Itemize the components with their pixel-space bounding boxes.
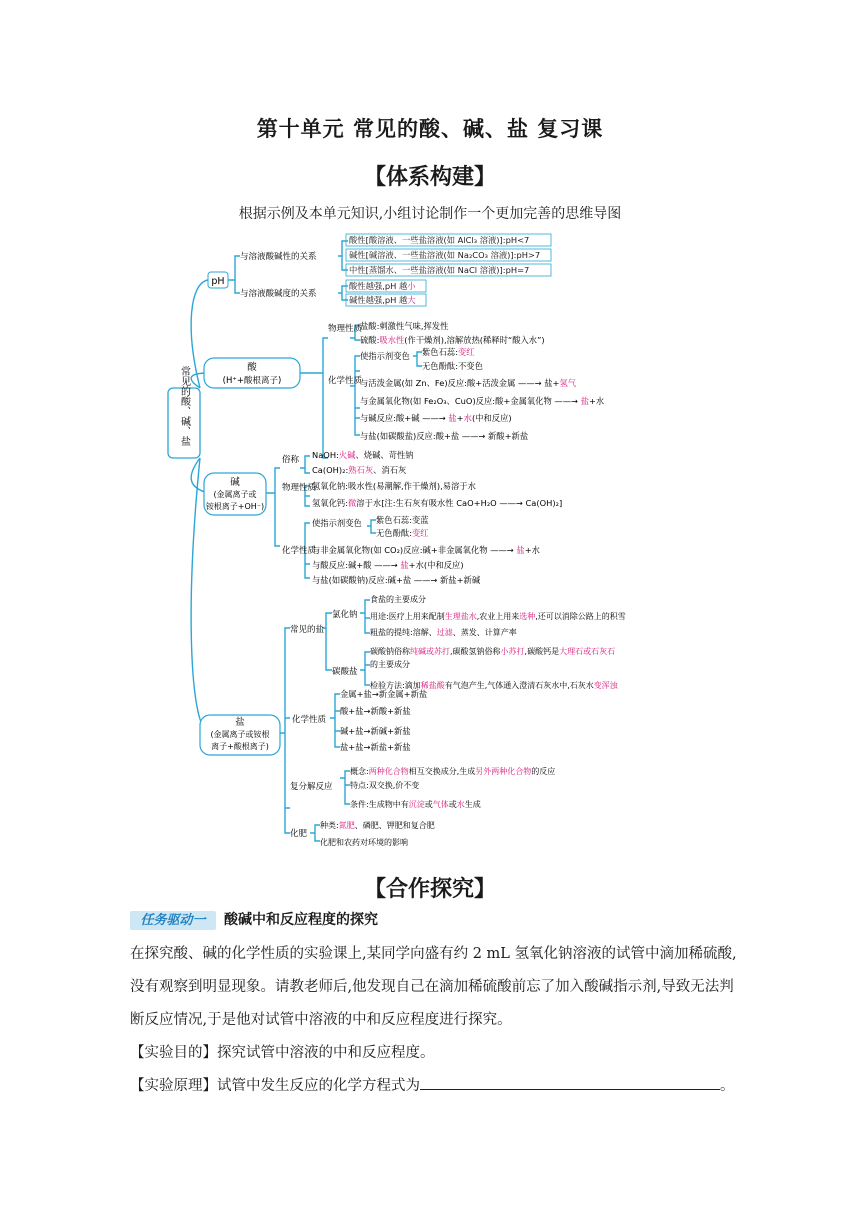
equation-blank[interactable] [420,1075,720,1090]
acid-answer-salt: 盐 [580,396,589,406]
intro-text: 根据示例及本单元知识,小组讨论制作一个更加完善的思维导图 [238,206,622,222]
base-phys-caoh-rest: 溶于水[注:生石灰有吸水性 CaO+H₂O ——→ Ca(OH)₂] [356,498,563,508]
salt-nacl-label: 氯化钠 [332,610,358,620]
salt-answer-hcl: 稀盐酸 [420,681,445,690]
svg-text:条件:生成物中有沉淀或气体或水生成 [350,799,481,809]
svg-text:碳酸钠俗称纯碱或苏打,碳酸氢钠俗称小苏打,碳酸钙是大理石或石 [370,646,615,656]
purpose-text: 探究试管中溶液的中和反应程度。 [217,1045,435,1061]
svg-text:碱性越强,pH 越大 [349,295,416,305]
salt-caco-test: 检验方法:滴加 [370,681,421,690]
ph-branch-acidity: 与溶液酸碱性的关系 [240,252,317,262]
svg-text:用途:医疗上用来配制生理盐水,农业上用来选种,还可以消除公路 [370,611,626,621]
svg-text:紫色石蕊:变红 [422,347,475,357]
salt-nacl-use: 用途:医疗上用来配制 [370,612,445,621]
salt-answer-filter: 过滤 [436,628,453,637]
double-answer-water: 水 [456,800,465,809]
acid-oxide: 与金属氧化物(如 Fe₂O₃、CuO)反应:酸+金属氧化物 ——→ [360,396,581,406]
task-title: 酸碱中和反应程度的探究 [224,912,378,928]
ph-strong-acid: 酸性越强,pH 越 [349,281,408,291]
base-common-label: 俗称 [282,455,300,465]
base-answer-salt2: 盐 [400,560,409,570]
base-answer-slight: 微 [347,498,357,508]
svg-text:无色酚酞:变红 [376,528,429,538]
ph-answer-big: 大 [407,295,416,305]
salt-double-label: 复分解反应 [290,782,333,792]
base-salt: 与盐(如碳酸钠)反应:碱+盐 ——→ 新盐+新碱 [312,575,481,585]
acid-answer-salt2: 盐 [448,413,457,423]
acid-base: 与碱反应:酸+碱 ——→ [360,413,449,423]
node-acid-ions: (H⁺+酸根离子) [222,376,282,386]
base-litmus: 紫色石蕊:变蓝 [376,515,429,525]
acid-phys-hcl: 盐酸:刺激性气味,挥发性 [360,321,449,331]
salt-answer-cloudy: 变浑浊 [593,681,618,690]
salt-caco-mid: ,碳酸氢钠俗称 [450,647,501,656]
base-phys-naoh: 氢氧化钠:吸水性(易潮解,作干燥剂),易溶于水 [312,481,476,491]
svg-text:NaOH:火碱、烧碱、苛性钠 [312,450,414,460]
base-caoh-rest: 、消石灰 [373,465,407,475]
double-answer-gas: 气体 [432,800,449,809]
base-answer-lime: 熟石灰 [348,465,374,475]
salt-chem-item0: 金属+盐→新金属+新盐 [340,689,428,699]
base-naoh: NaOH: [312,450,339,460]
svg-text:与金属氧化物(如 Fe₂O₃、CuO)反应:酸+金属氧化物 [360,396,605,406]
salt-answer-saline: 生理盐水 [444,612,477,621]
double-concept: 概念: [350,767,369,776]
svg-text:硫酸:吸水性(作干燥剂),溶解放热(稀释时“酸入水”) [360,335,545,345]
salt-caco-names: 碳酸钠俗称 [370,647,410,656]
salt-nacl-item0: 食盐的主要成分 [370,595,426,604]
double-cond-rest: 生成 [464,800,481,809]
double-concept-mid: 相互交换成分,生成 [408,767,476,776]
acid-phys-h2so4: 硫酸: [360,335,380,345]
base-caoh: Ca(OH)₂: [312,465,349,475]
fert-types-rest: 、磷肥、钾肥和复合肥 [354,821,435,830]
svg-text:酸性越强,pH 越小 [349,281,416,291]
task-paragraph [130,938,740,1103]
double-feature: 特点:双交换,价不变 [350,781,420,790]
base-indicator-label: 使指示剂变色 [312,518,362,528]
acid-oxide-rest: +水 [588,396,605,406]
acid-base-plus: + [456,413,464,423]
double-or1: 或 [424,800,433,809]
acid-phys-h2so4-rest: (作干燥剂),溶解放热(稀释时“酸入水”) [404,335,545,345]
double-answer-ppt: 沉淀 [408,800,425,809]
node-salt: 盐 [235,717,245,728]
salt-nacl-use-mid: ,农业上用来 [476,612,520,621]
base-naoh-rest: 、烧碱、苛性钠 [355,450,414,460]
salt-chem-label: 化学性质 [292,715,327,725]
node-base: 碱 [230,477,240,488]
svg-text:与非金属氧化物(如 CO₂)反应:碱+非金属氧化物 ——→ [312,545,541,555]
salt-nacl-purify: 粗盐的提纯:溶解、 [370,628,437,637]
svg-text:概念:两种化合物相互交换成分,生成另外两种化合物的反应 [350,766,555,776]
node-ph: pH [211,276,225,287]
ph-strong-base: 碱性越强,pH 越 [349,295,408,305]
ph-base-item: 碱性[碱溶液、一些盐溶液(如 Na₂CO₃ 溶液)]:pH>7 [349,250,541,260]
node-base-ions2: 铵根离子+OH⁻) [205,502,265,511]
svg-text:氢氧化钙:微溶于水[注:生石灰有吸水性 CaO+H₂O —— [312,498,562,508]
salt-caco-component: 的主要成分 [370,660,410,669]
double-concept-rest: 的反应 [531,767,556,776]
salt-caco-mid2: ,碳酸钙是 [524,647,560,656]
fert-types: 种类: [320,821,339,830]
svg-text:与活泼金属(如 Zn、Fe)反应:酸+活泼金属 ——→ 盐+ [360,378,577,388]
mind-map [160,228,700,853]
salt-chem-item1: 酸+盐→新酸+新盐 [340,706,411,716]
salt-nacl-purify-rest: 、蒸发、计算产率 [452,628,517,637]
task-intro-text: 在探究酸、碱的化学性质的实验课上,某同学向盛有约 2 mL 氢氧化钠溶液的试管中滴加稀硫酸,没有观察到明显现象。请教老师后,他发现自己在滴加稀硫酸前忘了加入酸碱指示剂,导致无法判断反应情况,于是他对试管中溶液的中和反应程度进行探究。 [130,946,737,1028]
salt-answer-baking: 小苏打 [500,647,525,656]
task-tag: 任务驱动一 [130,911,216,930]
principle-text: 试管中发生反应的化学方程式为 [217,1078,420,1094]
salt-answer-marble: 大理石或石灰石 [559,647,616,656]
double-or2: 或 [448,800,457,809]
acid-indicator-label: 使指示剂变色 [360,351,410,361]
node-acid: 酸 [247,362,257,373]
salt-common-label: 常见的盐 [290,625,325,635]
acid-salt: 与盐(如碳酸盐)反应:酸+盐 ——→ 新酸+新盐 [360,431,529,441]
section-heading-explore: 【合作探究】 [363,877,496,902]
ph-answer-small: 小 [407,281,416,291]
salt-chem-item2: 碱+盐→新碱+新盐 [340,726,411,736]
salt-caco-test-mid: 有气泡产生,气体通入澄清石灰水中,石灰水 [444,681,594,690]
base-nonmetal-rest: +水 [524,545,540,555]
salt-chem-item3: 盐+盐→新盐+新盐 [340,742,411,752]
node-base-ions1: (金属离子或 [213,490,257,499]
acid-answer-absorb: 吸水性 [379,335,405,345]
base-answer-salt: 盐 [516,545,525,555]
salt-answer-soda: 纯碱或苏打 [410,647,450,656]
acid-phenol: 无色酚酞:不变色 [422,361,483,371]
ph-neutral-item: 中性[蒸馏水、一些盐溶液(如 NaCl 溶液)]:pH=7 [349,265,530,275]
node-salt-ions1: (金属离子或铵根 [210,730,270,739]
svg-text:Ca(OH)₂:熟石灰、消石灰 [312,465,406,475]
base-acid: 与酸反应:碱+酸 ——→ [312,560,401,570]
double-condition: 条件:生成物中有 [350,800,409,809]
double-answer-two: 两种化合物 [368,767,409,776]
purpose-label: 【实验目的】 [130,1045,217,1061]
section-heading-system: 【体系构建】 [363,165,496,190]
acid-base-rest: (中和反应) [471,413,512,423]
base-answer-red: 变红 [411,528,429,538]
principle-label: 【实验原理】 [130,1078,217,1094]
acid-answer-red: 变红 [457,347,475,357]
fert-answer-n: 氮肥 [338,821,355,830]
acid-answer-h2: 氢气 [559,378,577,388]
acid-metal: 与活泼金属(如 Zn、Fe)反应:酸+活泼金属 ——→ 盐+ [360,378,560,388]
page-title: 第十单元 常见的酸、碱、盐 复习课 [256,117,604,141]
ph-branch-degree: 与溶液酸碱度的关系 [240,289,317,299]
acid-answer-water: 水 [463,413,472,423]
ph-acid-item: 酸性[酸溶液、一些盐溶液(如 AlCl₃ 溶液)]:pH<7 [349,235,530,245]
fert-impact: 化肥和农药对环境的影响 [320,838,408,847]
acid-litmus: 紫色石蕊: [422,347,458,357]
base-phenol: 无色酚酞: [376,528,412,538]
principle-period: 。 [720,1078,735,1094]
salt-carbonate-label: 碳酸盐 [332,667,358,677]
salt-nacl-use-rest: ,还可以消除公路上的积雪 [535,612,626,621]
node-salt-ions2: 离子+酸根离子) [211,742,269,751]
base-acid-rest: +水(中和反应) [408,560,464,570]
acid-chem-label: 化学性质 [328,376,363,386]
mind-map-root: 常见的酸、碱、盐 [178,366,190,446]
double-answer-other: 另外两种化合物 [475,767,532,776]
base-phys-label: 物理性质 [282,483,317,493]
base-phys-caoh: 氢氧化钙: [312,498,348,508]
salt-answer-seed: 选种 [519,612,536,621]
svg-text:与酸反应:碱+酸 ——→ 盐+水(中和反应) [312,560,464,570]
salt-fert-label: 化肥 [290,829,308,839]
acid-phys-label: 物理性质 [328,324,363,334]
base-nonmetal: 与非金属氧化物(如 CO₂)反应:碱+非金属氧化物 ——→ [312,545,517,555]
base-chem-label: 化学性质 [282,546,317,556]
svg-text:与碱反应:酸+碱 ——→ 盐+水(中和反应) [360,413,512,423]
svg-text:种类:氮肥、磷肥、钾肥和复合肥 [320,820,435,830]
svg-text:粗盐的提纯:溶解、过滤、蒸发、计算产率 [370,627,517,637]
base-answer-fire: 火碱 [338,450,356,460]
